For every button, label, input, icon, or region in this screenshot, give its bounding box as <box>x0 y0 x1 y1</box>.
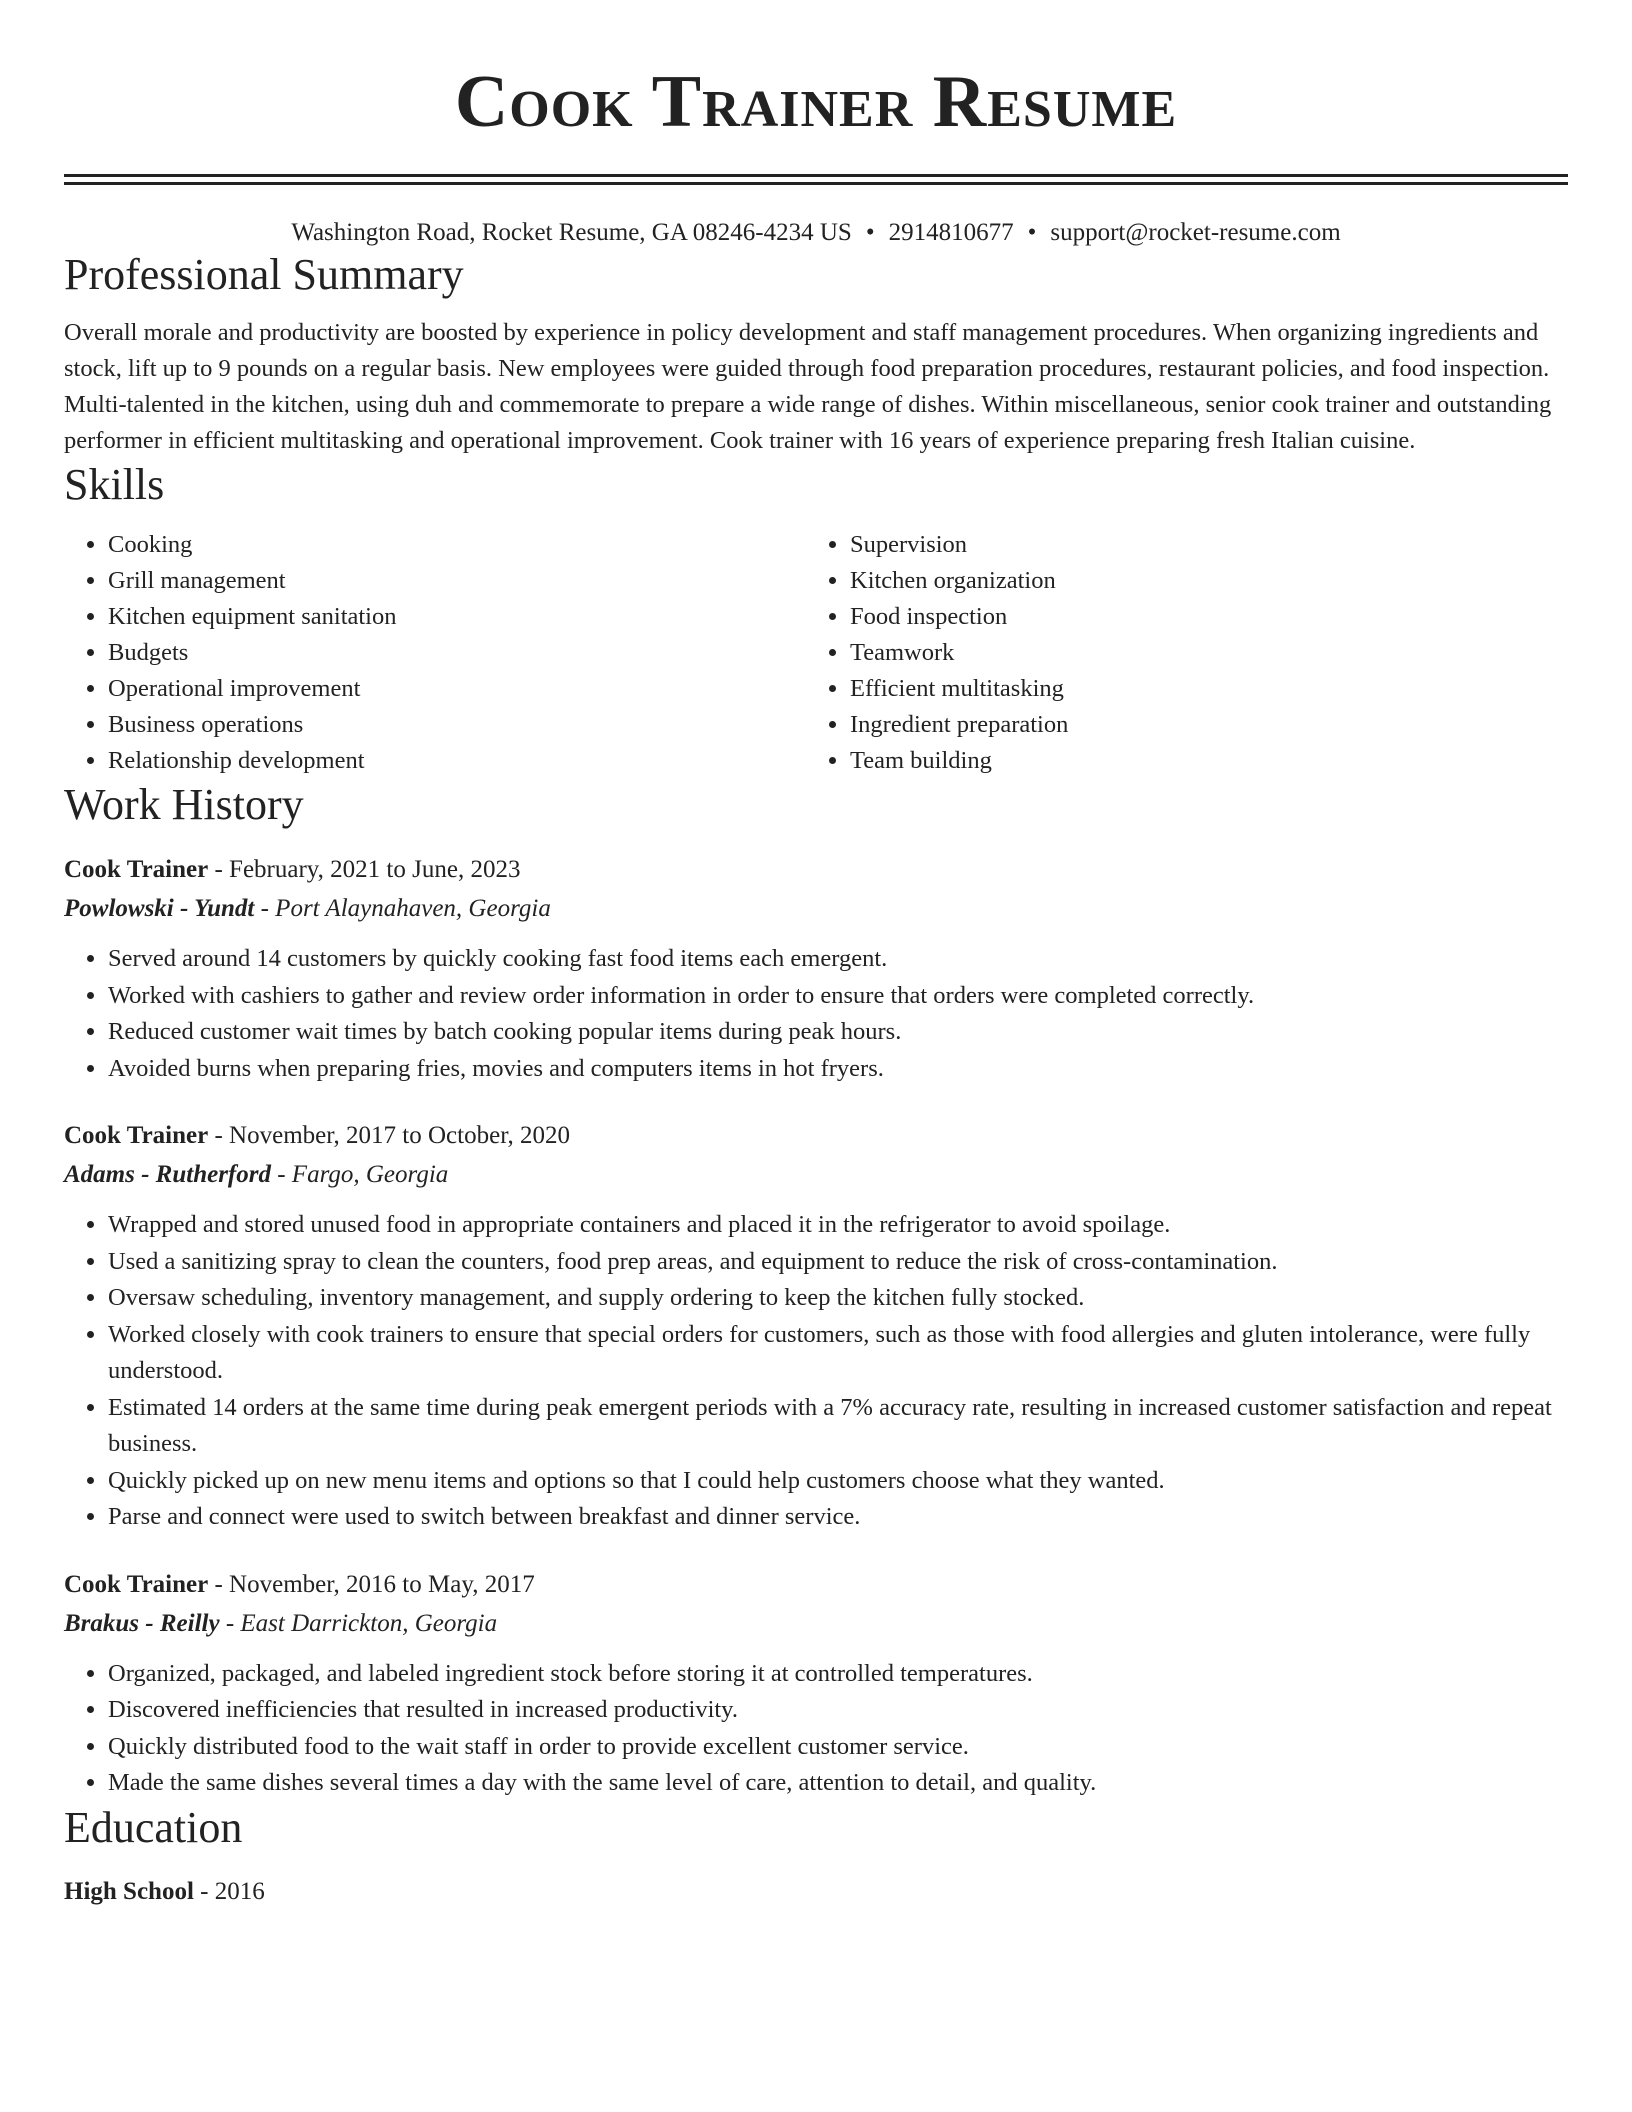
duty-item: • Estimated 14 orders at the same time during peak emergent periods with a 7% accuracy rate, resulting in increased customer satisfaction and repeat business. <box>108 1390 1568 1463</box>
contact-address: Washington Road, Rocket Resume, GA 08246-4234 US <box>291 219 852 246</box>
skill-item: • Business operations <box>108 707 806 743</box>
skills-heading: Skills <box>64 460 165 509</box>
summary-text: Overall morale and productivity are boosted by experience in policy development and staff management procedures. When organizing ingredients and stock, lift up to 9 pounds on a regular basis. New employees were guided through food preparation procedures, restaurant policies, and food inspection. Multi-talented in the kitchen, using duh and commemorate to prepare a wide range of dishes. Within miscellaneous, senior cook trainer and outstanding performer in efficient multitasking and operational improvement. Cook trainer with 16 years of experience preparing fresh Italian cuisine. <box>64 319 1552 454</box>
contact-phone: 2914810677 <box>888 219 1014 246</box>
job-dates: - November, 2016 to May, 2017 <box>208 1570 535 1598</box>
education-entry <box>64 1874 1568 1910</box>
job-location: - East Darrickton, Georgia <box>219 1609 498 1637</box>
education-degree: High School <box>64 1877 194 1905</box>
skills-columns <box>64 527 1568 779</box>
duty-item: • Wrapped and stored unused food in appropriate containers and placed it in the refrigerator to avoid spoilage. <box>108 1207 1568 1244</box>
duty-item: • Discovered inefficiencies that resulted in increased productivity. <box>108 1692 1568 1729</box>
job-title: Cook Trainer <box>64 1122 209 1149</box>
contact-separator: • <box>1027 219 1037 246</box>
job-title: Cook Trainer <box>64 1570 209 1598</box>
duty-item: • Served around 14 customers by quickly cooking fast food items each emergent. <box>108 941 1568 978</box>
duty-item: • Quickly picked up on new menu items and options so that I could help customers choose what they wanted. <box>108 1463 1568 1500</box>
skill-item: • Food inspection <box>850 599 1068 635</box>
skill-item: • Cooking <box>108 527 806 563</box>
job-title-line <box>64 851 1568 889</box>
skill-item: • Supervision <box>850 527 1068 563</box>
job-company-line <box>64 889 1568 929</box>
duty-item: • Made the same dishes several times a day with the same level of care, attention to detail, and quality. <box>108 1765 1568 1802</box>
job-duties-list <box>64 1207 1568 1536</box>
skill-item: • Teamwork <box>850 635 1068 671</box>
job-title-line <box>64 1117 1568 1155</box>
skill-item: • Kitchen organization <box>850 563 1068 599</box>
contact-separator: • <box>865 219 875 246</box>
skill-item: • Efficient multitasking <box>850 671 1068 707</box>
skill-item: • Grill management <box>108 563 806 599</box>
job-dates: - February, 2021 to June, 2023 <box>208 856 521 883</box>
duty-item: • Organized, packaged, and labeled ingredient stock before storing it at controlled temperatures. <box>108 1656 1568 1693</box>
job-entry <box>64 1566 1568 1802</box>
summary-heading: Professional Summary <box>64 250 464 299</box>
job-title: Cook Trainer <box>64 856 209 883</box>
skill-item: • Team building <box>850 743 1068 779</box>
duty-item: • Parse and connect were used to switch between breakfast and dinner service. <box>108 1499 1568 1536</box>
job-company: Powlowski - Yundt <box>64 895 255 922</box>
title-double-rule <box>64 174 1568 185</box>
duty-item: • Avoided burns when preparing fries, movies and computers items in hot fryers. <box>108 1051 1568 1088</box>
job-company: Brakus - Reilly <box>64 1609 220 1637</box>
skills-list-left <box>64 527 806 779</box>
skill-item: • Ingredient preparation <box>850 707 1068 743</box>
contact-line <box>64 217 1568 249</box>
job-entry <box>64 851 1568 1087</box>
job-entry <box>64 1117 1568 1536</box>
education-heading: Education <box>64 1802 243 1852</box>
job-location: - Port Alaynahaven, Georgia <box>254 895 551 922</box>
skill-item: • Relationship development <box>108 743 806 779</box>
duty-item: • Oversaw scheduling, inventory management, and supply ordering to keep the kitchen fully stocked. <box>108 1280 1568 1317</box>
contact-email: support@rocket-resume.com <box>1050 219 1341 246</box>
job-company: Adams - Rutherford <box>64 1161 271 1188</box>
duty-item: • Worked with cashiers to gather and review order information in order to ensure that orders were completed correctly. <box>108 978 1568 1015</box>
job-company-line <box>64 1155 1568 1195</box>
resume-title: Cook Trainer Resume <box>454 61 1178 143</box>
job-company-line <box>64 1604 1568 1644</box>
job-duties-list <box>64 1656 1568 1802</box>
job-location: - Fargo, Georgia <box>270 1161 449 1188</box>
duty-item: • Reduced customer wait times by batch cooking popular items during peak hours. <box>108 1014 1568 1051</box>
job-title-line <box>64 1566 1568 1604</box>
duty-item: • Worked closely with cook trainers to ensure that special orders for customers, such as those with food allergies and gluten intolerance, were fully understood. <box>108 1317 1568 1390</box>
duty-item: • Quickly distributed food to the wait staff in order to provide excellent customer service. <box>108 1729 1568 1766</box>
education-year: - 2016 <box>193 1877 265 1905</box>
duty-item: • Used a sanitizing spray to clean the counters, food prep areas, and equipment to reduce the risk of cross-contamination. <box>108 1244 1568 1281</box>
work-history-heading: Work History <box>64 780 304 829</box>
skill-item: • Operational improvement <box>108 671 806 707</box>
skill-item: • Kitchen equipment sanitation <box>108 599 806 635</box>
job-dates: - November, 2017 to October, 2020 <box>208 1122 571 1149</box>
job-duties-list <box>64 941 1568 1087</box>
skills-list-right <box>806 527 1068 779</box>
skill-item: • Budgets <box>108 635 806 671</box>
